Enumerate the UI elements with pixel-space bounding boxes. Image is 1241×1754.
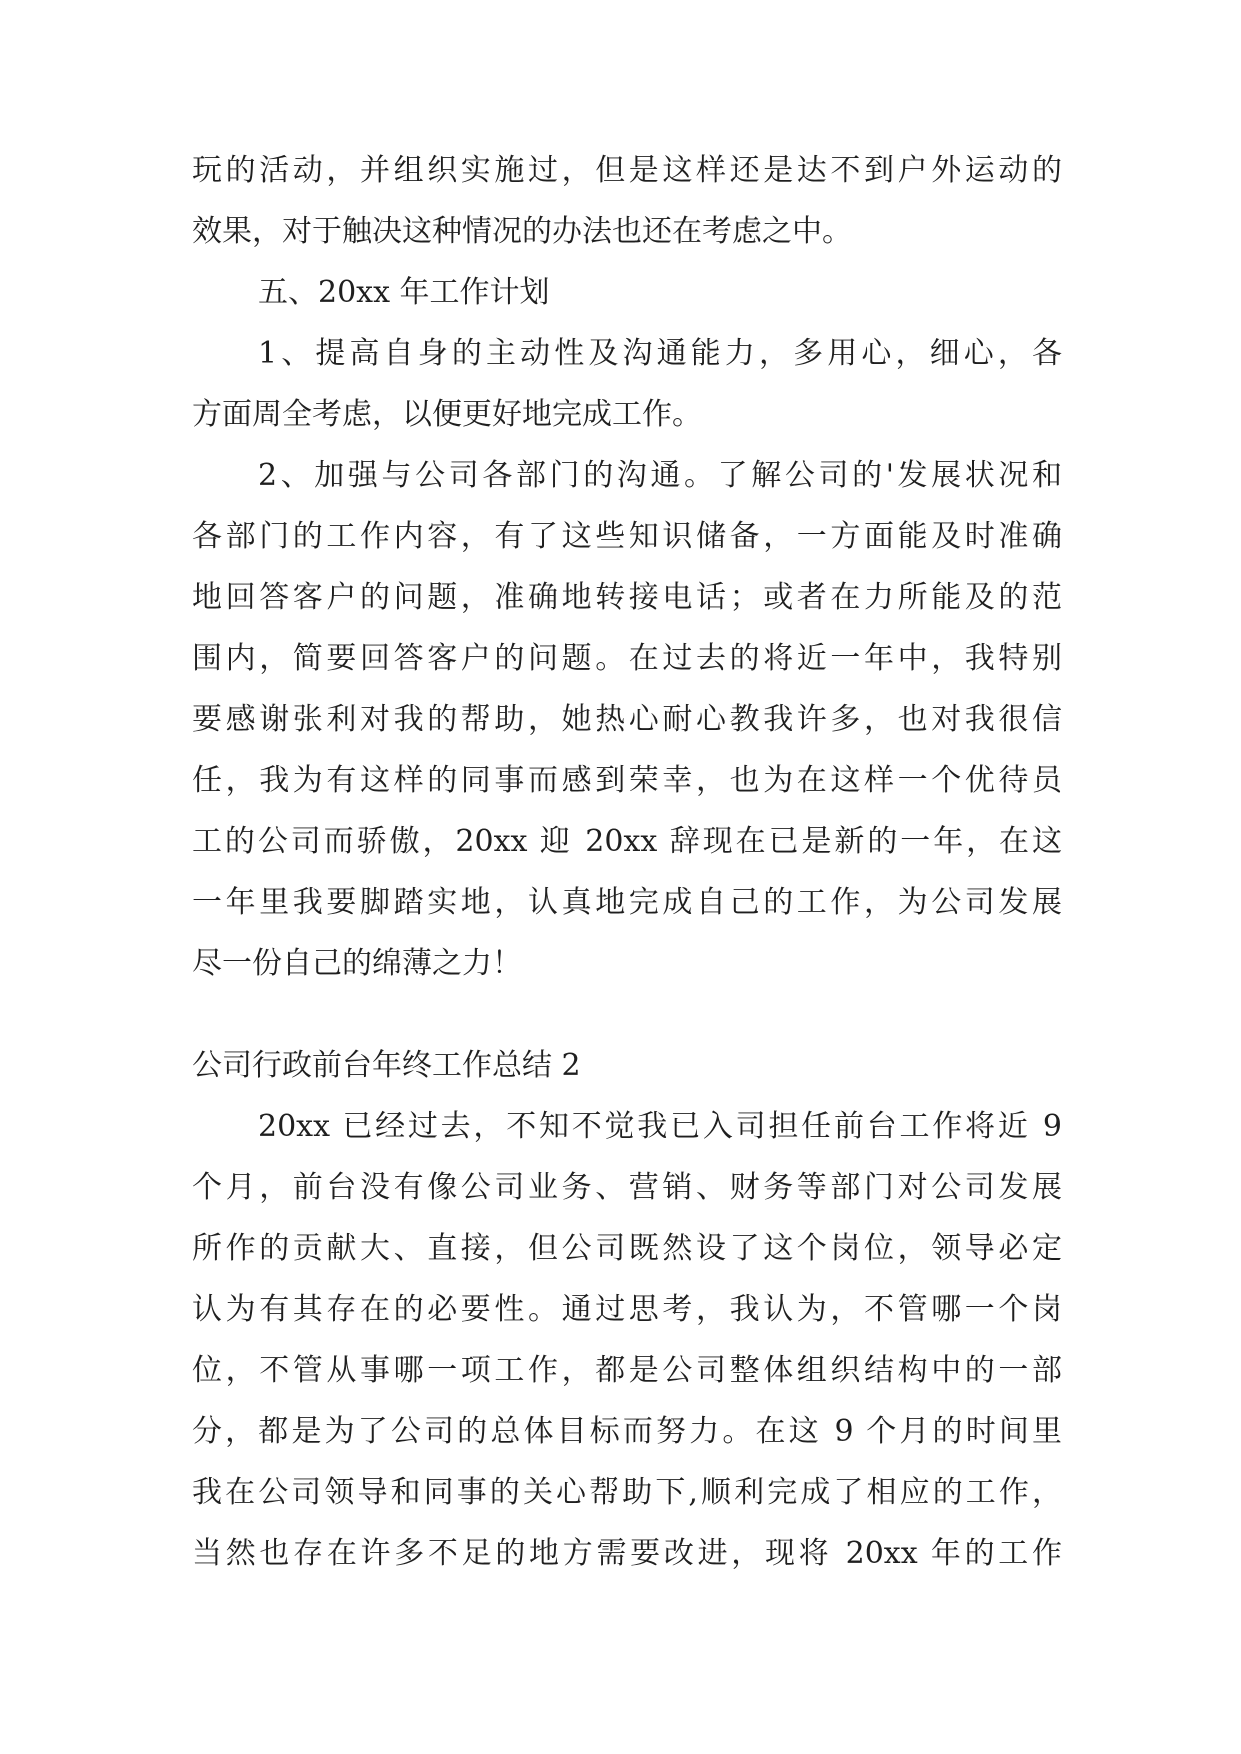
body-text-line: 所作的贡献大、直接，但公司既然设了这个岗位，领导必定 [192,1231,1062,1266]
body-text-line: 一年里我要脚踏实地，认真地完成自己的工作，为公司发展 [192,885,1062,920]
document-title: 公司行政前台年终工作总结 2 [192,1048,581,1083]
body-text-line: 20xx 已经过去，不知不觉我已入司担任前台工作将近 9 [258,1109,1062,1144]
body-text-line: 任，我为有这样的同事而感到荣幸，也为在这样一个优待员 [192,763,1062,798]
body-text-line: 尽一份自己的绵薄之力！ [192,946,522,981]
list-item-line: 1、提高自身的主动性及沟通能力，多用心，细心，各 [258,336,1062,371]
body-text-line: 位，不管从事哪一项工作，都是公司整体组织结构中的一部 [192,1353,1062,1388]
section-heading: 五、20xx 年工作计划 [258,275,550,310]
body-text-line: 地回答客户的问题，准确地转接电话；或者在力所能及的范 [192,580,1062,615]
body-text-line: 分，都是为了公司的总体目标而努力。在这 9 个月的时间里 [192,1414,1062,1449]
body-text-line: 认为有其存在的必要性。通过思考，我认为，不管哪一个岗 [192,1292,1062,1327]
body-text-line: 个月，前台没有像公司业务、营销、财务等部门对公司发展 [192,1170,1062,1205]
list-item-line: 方面周全考虑，以便更好地完成工作。 [192,397,702,432]
body-text-line: 围内，简要回答客户的问题。在过去的将近一年中，我特别 [192,641,1062,676]
body-text-line: 当然也存在许多不足的地方需要改进，现将 20xx 年的工作 [192,1536,1062,1571]
body-text-line: 各部门的工作内容，有了这些知识储备，一方面能及时准确 [192,519,1062,554]
body-text-line: 要感谢张利对我的帮助，她热心耐心教我许多，也对我很信 [192,702,1062,737]
body-text-line: 我在公司领导和同事的关心帮助下,顺利完成了相应的工作， [192,1475,1062,1510]
body-text-line: 玩的活动，并组织实施过，但是这样还是达不到户外运动的 [192,153,1062,188]
body-text-line: 效果，对于触决这种情况的办法也还在考虑之中。 [192,214,852,249]
body-text-line: 工的公司而骄傲，20xx 迎 20xx 辞现在已是新的一年，在这 [192,824,1062,859]
list-item-line: 2、加强与公司各部门的沟通。了解公司的'发展状况和 [258,458,1062,493]
